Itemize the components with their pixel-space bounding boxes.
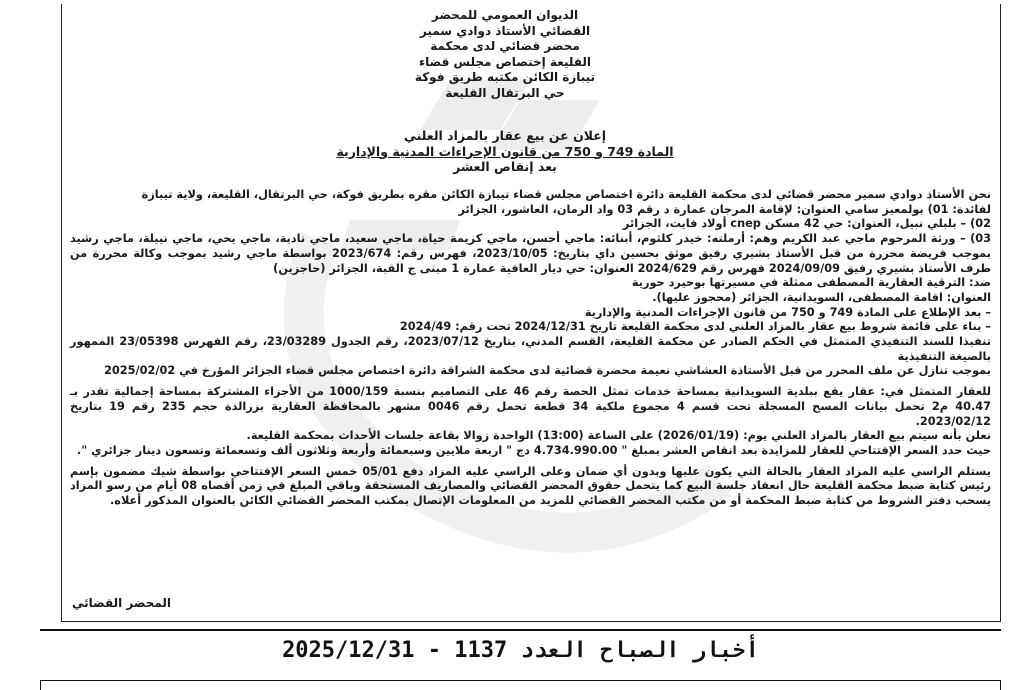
beneficiary-1: لفائدة: 01) بولمعيز سامي العنوان: لإقامة المرجان عمارة د رقم 03 واد الرمان، العاشور، الجزائر [458, 202, 991, 216]
header-line: تيبازة الكائن مكتبه طريق فوكة [414, 70, 596, 84]
file-transfer: بموجب تنازل عن ملف المحرر من قبل الأستاذة العشاشي نعيمة محضرة قضائية لدى محكمة الشراقة دائرة اختصاص مجلس قضاء الجزائر المؤرخ في 2025/02/02 [104, 364, 991, 378]
beneficiary-3: 03) – ورثة المرحوم ماجي عبد الكريم وهم: أرملته: خيدر كلثوم، أبنائه: ماجي أحسن، ماجي كريمة حياة، ماجي سعيد، ماجي نادية، ماجي يحي، ماجي نبيلة، ماجي رشيد بموجب فريضة محررة من قبل الأستاذ بشيري رفيق موثق بحسين داي بتاريخ: 2023/10/05، فهرس رقم: 2023/674 بواسطة ماجي رشيد بموجب وكالة محررة من طرف الأستاذ بشيري رفيق 2024/09/09 فهرس رقم 2024/629 العنوان: حي ديار العافية عمارة 1 مبنى ج القبة، الجزائر (حاجزين) [70, 232, 991, 275]
auction-date: نعلن بأنه سيتم بيع العقار بالمزاد العلني يوم: (2026/01/19) على الساعة (13:00) الواحدة زوالا بقاعة جلسات الأحداث بمحكمة القليعة. [246, 429, 991, 443]
bailiff-office-header [380, 8, 630, 101]
property-description: للعقار المتمثل في: عقار يقع ببلدية السويدانية بمساحة خدمات تمثل الحصة رقم 46 على التصاميم بنسبة 1000/159 من الأجزاء المشتركة بمساحة إجمالية تقدر بـ 40.47 م2 تحمل بيانات المسح المسجلة تحت قسم 4 مجموع ملكية 34 قطعة تحمل رقم 0046 مشهر بالمحافظة العقارية بزرالدة حجم 235 رقم 19 بتاريخ 2023/02/12. [70, 385, 991, 428]
notice-body [70, 188, 991, 509]
bailiff-intro: نحن الأستاذ دوادي سمير محضر قضائي لدى محكمة القليعة دائرة اختصاص مجلس قضاء تيبازة الكائن مقره بطريق فوكة، حي البرتقال، القليعة، ولاية تيبازة [141, 188, 991, 201]
beneficiary-2: 02) – بلبلي نبيل، العنوان: حي 42 مسكن cnep أولاد فايت، الجزائر [622, 217, 991, 231]
signature: المحضر القضائي [72, 596, 172, 610]
notice-title [300, 128, 710, 175]
debtor-address: العنوان: اقامة المصطفى، السويدانية، الجزائر (محجوز عليها). [652, 290, 991, 304]
title-subline: بعد إنقاص العشر [453, 159, 557, 174]
conditions-list: – بناء على قائمة شروط بيع عقار بالمزاد العلني لدى محكمة القليعة تاريخ 2024/12/31 تحت رقم: 2024/49 [399, 320, 991, 334]
header-line: القضائي الأستاذ دوادي سمير [419, 23, 591, 38]
publication-footer [40, 630, 1001, 670]
header-line: الديوان العمومي للمحضر [431, 8, 579, 22]
header-line: القليعة إختصاص مجلس قضاء [418, 54, 592, 69]
footer-date: 2025/12/31 [282, 637, 415, 663]
title-articles: المادة 749 و 750 من قانون الإجراءات المدنية والإدارية [336, 143, 674, 159]
header-line: محضر قضائي لدى محكمة [430, 39, 580, 53]
next-notice-frame [40, 680, 1001, 690]
legal-basis: – بعد الإطلاع على المادة 749 و 750 من قانون الإجراءات المدنية والإدارية [584, 305, 991, 319]
debtor: ضد: الترقية العقارية المصطفى ممثلة في مسيرتها بوحيرد حورية [631, 276, 991, 290]
opening-price: حيث حدد السعر الإفتتاحي للعقار للمزايدة بعد انقاص العشر بمبلغ " 4.734.990.00 دج " اربعة ملايين وسبعمائة وأربعة وثلاثون ألف وتسعمائة وتسعون دينار جزائري ". [77, 443, 991, 457]
sale-terms: يستلم الراسي عليه المزاد العقار بالحالة التي يكون عليها وبدون أي ضمان وعلى الراسي عليه المزاد دفع 05/01 خمس السعر الإفتتاحي بواسطة شيك مضمون بإسم رئيس كتابة ضبط محكمة القليعة حال انعقاد جلسة البيع كما يتحمل حقوق المحضر القضائي والمصاريف المستحقة وباقي المبلغ في زمن أقصاه 08 أيام من رسو المزاد يسحب دفتر الشروط من كتابة ضبط المحكمة أو من مكتب المحضر القضائي للمزيد من المعلومات الإتصال بمكتب المحضر القضائي الكائن بالعنوان المذكور أعلاه. [70, 464, 991, 508]
title-line: إعلان عن بيع عقار بالمزاد العلني [403, 128, 607, 143]
header-line: حي البرتقال القليعة [445, 85, 565, 100]
enforcement-title: تنفيذا للسند التنفيذي المتمثل في الحكم الصادر عن محكمة القليعة، القسم المدني، بتاريخ 2023/07/12، رقم الجدول 23/03289، رقم الفهرس 23/05398 الممهور بالصيغة التنفيذية [70, 335, 991, 363]
footer-separator: - [414, 637, 455, 663]
footer-issue: أخبار الصباح العدد 1137 [454, 637, 759, 663]
